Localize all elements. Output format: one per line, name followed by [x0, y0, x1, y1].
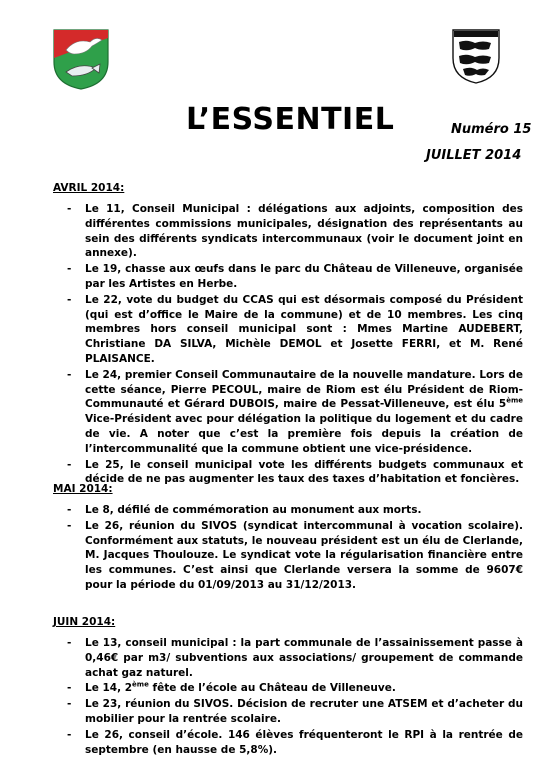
town-crest-icon: [52, 28, 110, 90]
section-may: [53, 483, 523, 594]
list-item: - Le 26, réunion du SIVOS (syndicat intercommunal à vocation scolaire). Conformément aux statuts, le nouveau président est un élu de Clerlande, M. Jacques Thoulouze. Le syndicat vote la régularisation financière entre les communes. C’est ainsi que Clerlande versera la somme de 9607€ pour la période du 01/09/2013 au 31/12/2013.: [53, 519, 523, 593]
issue-number: Numéro 15: [451, 122, 532, 137]
item-list: [53, 636, 523, 757]
lions-crest-icon: [451, 28, 501, 84]
section-title: AVRIL 2014:: [53, 182, 125, 194]
section-title: JUIN 2014:: [53, 616, 116, 628]
list-item: - Le 14, 2ème fête de l’école au Château de Villeneuve.: [53, 681, 523, 696]
list-item: - Le 11, Conseil Municipal : délégations aux adjoints, composition des différentes commissions municipales, désignation des représentants au sein des différents syndicats intercommunaux (voir le document joint en annexe).: [53, 202, 523, 261]
list-item: - Le 23, réunion du SIVOS. Décision de recruter une ATSEM et d’acheter du mobilier pour la rentrée scolaire.: [53, 697, 523, 727]
section-title: MAI 2014:: [53, 483, 113, 495]
list-item: - Le 19, chasse aux œufs dans le parc du Château de Villeneuve, organisée par les Artistes en Herbe.: [53, 262, 523, 292]
item-list: [53, 503, 523, 593]
list-item: - Le 24, premier Conseil Communautaire de la nouvelle mandature. Lors de cette séance, Pierre PECOUL, maire de Riom est élu Président de Riom-Communauté et Gérard DUBOIS, maire de Pessat-Villeneuve, est élu 5ème Vice-Président avec pour délégation la politique du logement et du cadre de vie. A noter que c’est la première fois depuis la création de l’intercommunalité que la commune obtient une vice-présidence.: [53, 368, 523, 457]
section-june: [53, 616, 523, 758]
list-item: - Le 13, conseil municipal : la part communale de l’assainissement passe à 0,46€ par m3/ subventions aux associations/ groupement de commande achat gaz naturel.: [53, 636, 523, 680]
title-text: L’ESSENTIEL: [186, 102, 395, 137]
list-item: - Le 8, défilé de commémoration au monument aux morts.: [53, 503, 523, 518]
issue-date: JUILLET 2014: [426, 148, 522, 163]
list-item: - Le 22, vote du budget du CCAS qui est désormais composé du Président (qui est d’office le Maire de la commune) et de 10 membres. Les cinq membres hors conseil municipal sont : Mmes Martine AUDEBERT, Christiane DA SILVA, Michèle DEMOL et Josette FERRI, et M. René PLAISANCE.: [53, 293, 523, 367]
item-list: [53, 202, 523, 487]
section-april: [53, 182, 523, 488]
list-item: - Le 26, conseil d’école. 146 élèves fréquenteront le RPI à la rentrée de septembre (en hausse de 5,8%).: [53, 728, 523, 758]
list-item: - Le 25, le conseil municipal vote les différents budgets communaux et décide de ne pas augmenter les taux des taxes d’habitation et foncières.: [53, 458, 523, 488]
